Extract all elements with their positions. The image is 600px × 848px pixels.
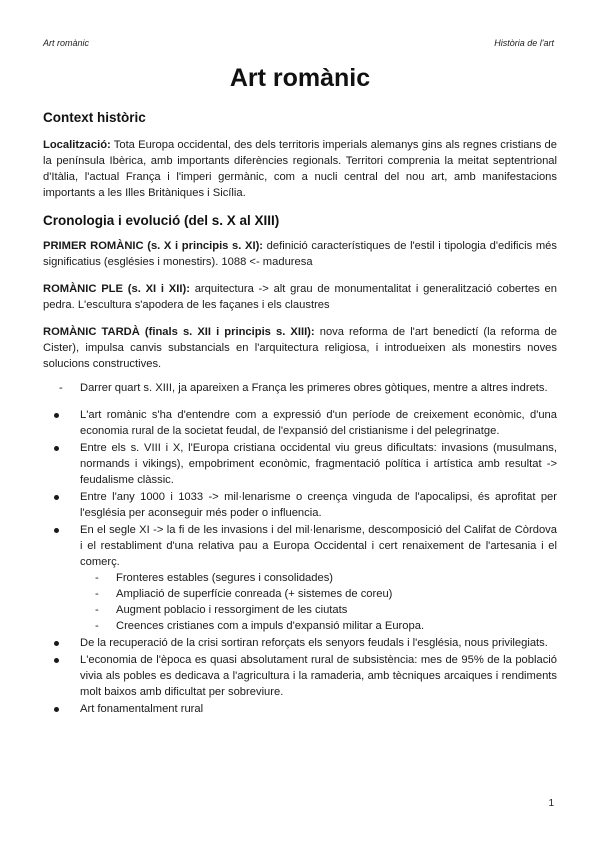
bullet-item-text: En el segle XI -> la fi de les invasions i del mil·lenarisme, descomposició del Califat de Còrdova i el restabliment d'una relativa pau a Europa Occidental i cert renaixement de l'artesania i el comerç.: [80, 524, 557, 568]
paragraph-localitzacio: [43, 137, 557, 201]
sub-item: - Creences cristianes com a impuls d'expansió militar a Europa.: [95, 618, 557, 634]
bullet-item: Entre els s. VIII i X, l'Europa cristiana occidental viu greus dificultats: invasions (musulmans, normands i vikings), empobriment econòmic, fragmentació política i artística amb resultat -> feudalisme clàssic.: [49, 440, 557, 488]
sub-item: - Augment poblacio i ressorgiment de les ciutats: [95, 602, 557, 618]
main-content: [43, 110, 557, 718]
bullet-item: De la recuperació de la crisi sortiran reforçats els senyors feudals i l'església, nous privilegiats.: [49, 635, 557, 651]
header-right: Història de l'art: [494, 38, 554, 48]
label-romanic-tarda: ROMÀNIC TARDÀ (finals s. XII i principis s. XIII):: [43, 326, 315, 338]
label-localitzacio: Localització:: [43, 139, 111, 151]
bullet-item: Entre l'any 1000 i 1033 -> mil·lenarisme o creença vinguda de l'apocalipsi, és aprofitat per l'església per aconseguir més poder o influencia.: [49, 489, 557, 521]
paragraph-primer-romanic: [43, 238, 557, 270]
dash-list: [59, 380, 557, 396]
text-romanic-tarda: nova reforma de l'art benedictí (la reforma de Cister), impulsa canvis substancials en l'arquitectura religiosa, i introdueixen als monestirs noves solucions constructives.: [43, 326, 558, 370]
text-localitzacio: Tota Europa occidental, des dels territoris imperials alemanys gins als regnes cristians de la península Ibèrica, amb importants diferències regionals. Territori comprenia la meitat septentrional d'Itàlia, l'actual França i l'imperi germànic, com a nucli central del nou art, amb manifestacions importants a les Illes Britàniques i Sicília.: [43, 139, 557, 199]
label-primer-romanic: PRIMER ROMÀNIC (s. X i principis s. XI):: [43, 240, 264, 252]
sub-item: - Ampliació de superfície conreada (+ sistemes de coreu): [95, 586, 557, 602]
page-number: 1: [548, 798, 554, 809]
bullet-item: Art fonamentalment rural: [49, 701, 557, 717]
page-title: Art romànic: [229, 64, 371, 92]
section-heading-context: Context històric: [43, 110, 146, 125]
text-romanic-ple: arquitectura -> alt grau de monumentalitat i generalització cobertes en pedra. L'escultura s'apodera de les façanes i els claustres: [43, 283, 558, 311]
text-primer-romanic: definició característiques de l'estil i tipologia d'edificis més significatius (esglésies i monestirs). 1088 <- maduresa: [43, 240, 557, 268]
sub-item: - Fronteres estables (segures i consolidades): [95, 570, 557, 586]
section-heading-chronology: Cronologia i evolució (del s. X al XIII): [43, 213, 280, 228]
bullet-list: [49, 407, 557, 717]
paragraph-romanic-tarda: [43, 324, 557, 372]
bullet-item: L'economia de l'època es quasi absolutament rural de subsistència: mes de 95% de la població vivia als pobles es dedicava a l'agricultura i la ramaderia, amb tècniques arcaiques i rendiments molt baixos amb dificultat per sobreviure.: [49, 652, 557, 700]
dash-item: - Darrer quart s. XIII, ja apareixen a França les primeres obres gòtiques, mentre a altres indrets.: [59, 380, 557, 396]
header-left: Art romànic: [43, 38, 90, 48]
sub-list: [95, 570, 557, 634]
label-romanic-ple: ROMÀNIC PLE (s. XI i XII):: [43, 283, 190, 295]
bullet-item: [49, 522, 557, 634]
paragraph-romanic-ple: [43, 281, 557, 313]
bullet-item: L'art romànic s'ha d'entendre com a expressió d'un període de creixement econòmic, d'una economia rural de la societat feudal, de l'expansió del cristianisme i del pelegrinatge.: [49, 407, 557, 439]
